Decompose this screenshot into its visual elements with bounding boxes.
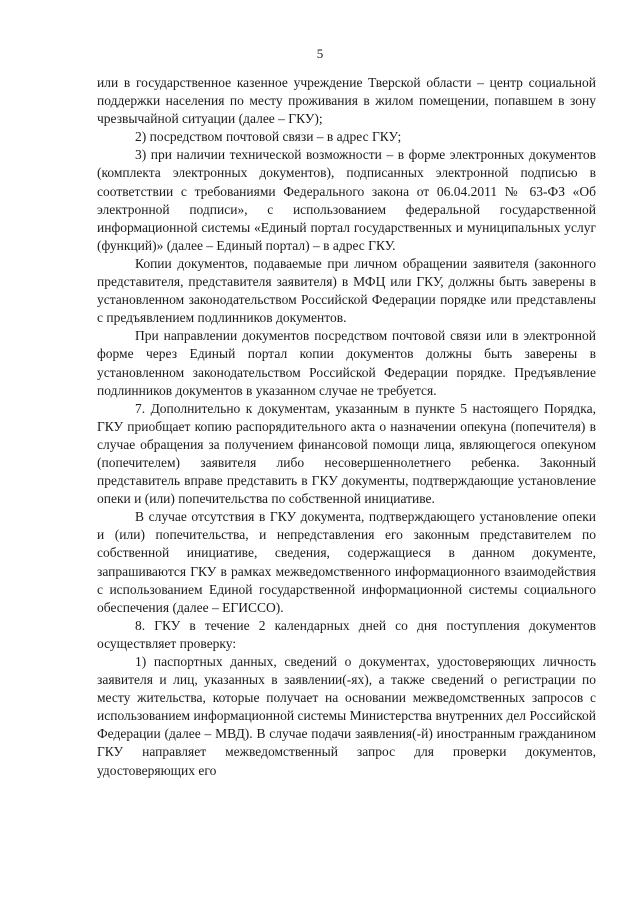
paragraph-continuation: или в государственное казенное учреждение Тверской области – центр социальной поддержки населения по месту проживания в жилом помещении, попавшем в зону чрезвычайной ситуации (далее – ГКУ); <box>97 75 596 127</box>
paragraph-copies-postal: При направлении документов посредством почтовой связи или в электронной форме через Единый портал копии документов должны быть заверены в установленном законодательством Российской Федерации порядке. Предъявление подлинников документов в указанном случае не требуется. <box>97 328 596 398</box>
paragraph-guardianship: В случае отсутствия в ГКУ документа, подтверждающего установление опеки и (или) попечительства, и непредставления его законным представителем по собственной инициативе, сведения, содержащиеся в данном документе, запрашиваются ГКУ в рамках межведомственного информационного взаимодействия с использованием Единой государственной информационной системы социального обеспечения (далее – ЕГИССО). <box>97 509 596 615</box>
paragraph-copies-personal: Копии документов, подаваемые при личном обращении заявителя (законного представителя, представителя заявителя) в МФЦ или ГКУ, должны быть заверены в установленном законодательством Российской Федерации порядке или представлены с предъявлением подлинников документов. <box>97 255 596 326</box>
paragraph-item-2: 2) посредством почтовой связи – в адрес ГКУ; <box>135 129 402 145</box>
paragraph-clause-8: 8. ГКУ в течение 2 календарных дней со дня поступления документов осуществляет проверку: <box>97 617 596 651</box>
page-number: 5 <box>316 46 324 61</box>
paragraph-item-3: 3) при наличии технической возможности – в форме электронных документов (комплекта электронных документов), подписанных электронной подписью в соответствии с требованиями Федерального закона от 06.04.2011 № 63-ФЗ «Об электронной подписи», с использованием федеральной государственной информационной системы «Единый портал государственных и муниципальных услуг (функций)» (далее – Единый портал) – в адрес ГКУ. <box>97 147 596 253</box>
paragraph-clause-7: 7. Дополнительно к документам, указанным в пункте 5 настоящего Порядка, ГКУ приобщает копию распорядительного акта о назначении опекуна (попечителя) в случае обращения за получением финансовой помощи лица, являющегося опекуном (попечителем) заявителя либо несовершеннолетнего ребенка. Законный представитель вправе представить в ГКУ документы, подтверждающие установление опеки и (или) попечительства по собственной инициативе. <box>97 400 596 507</box>
paragraph-check-item-1: 1) паспортных данных, сведений о документах, удостоверяющих личность заявителя и лиц, указанных в заявлении(-ях), а также сведений о регистрации по месту жительства, которые получает на основании межведомственных запросов с использованием информационной системы Министерства внутренних дел Российской Федерации (далее – МВД). В случае подачи заявления(-й) иностранным гражданином ГКУ направляет межведомственный запрос для проверки документов, удостоверяющих его <box>97 654 596 778</box>
document-body <box>97 74 596 780</box>
